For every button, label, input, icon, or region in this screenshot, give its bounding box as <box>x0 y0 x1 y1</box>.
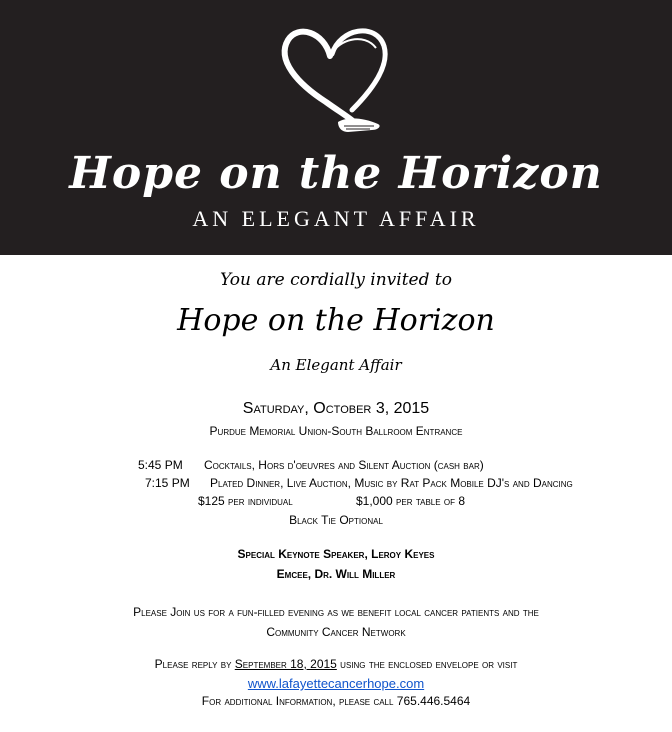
schedule-desc-2: Plated Dinner, Live Auction, Music by Rat Pack Mobile DJ's and Dancing <box>210 476 573 490</box>
event-date: Saturday, October 3, 2015 <box>242 400 430 417</box>
join-text-line1: Please Join us for a fun-filled evening as we benefit local cancer patients and the <box>133 605 539 619</box>
price-individual: $125 per individual <box>198 494 293 508</box>
dress-code: Black Tie Optional <box>289 513 383 527</box>
banner-title: Hope on the Horizon <box>69 148 603 199</box>
invite-intro: You are cordially invited to <box>220 270 452 290</box>
reply-line <box>0 657 672 671</box>
banner-subtitle: AN ELEGANT AFFAIR <box>192 206 480 231</box>
event-title: Hope on the Horizon <box>177 303 495 338</box>
schedule-time-2: 7:15 PM <box>145 476 190 490</box>
price-table: $1,000 per table of 8 <box>356 494 466 508</box>
website-link[interactable]: www.lafayettecancerhope.com <box>247 676 425 691</box>
schedule-desc-1: Cocktails, Hors d'oeuvres and Silent Auction (cash bar) <box>204 458 484 472</box>
heart-hand-icon <box>268 14 398 144</box>
event-venue: Purdue Memorial Union-South Ballroom Entrance <box>209 424 463 438</box>
website-line <box>0 676 672 691</box>
reply-prefix: Please reply by <box>154 657 235 671</box>
emcee: Emcee, Dr. Will Miller <box>276 567 396 581</box>
schedule-time-1: 5:45 PM <box>138 458 183 472</box>
keynote-speaker: Special Keynote Speaker, Leroy Keyes <box>237 547 435 561</box>
event-subtitle: An Elegant Affair <box>270 356 402 374</box>
contact-info: For additional Information, please call 765.446.5464 <box>201 694 471 708</box>
join-text-line2: Community Cancer Network <box>266 625 406 639</box>
reply-suffix: using the enclosed envelope or visit <box>336 657 518 671</box>
reply-date: September 18, 2015 <box>234 657 337 671</box>
header-banner <box>0 0 672 255</box>
